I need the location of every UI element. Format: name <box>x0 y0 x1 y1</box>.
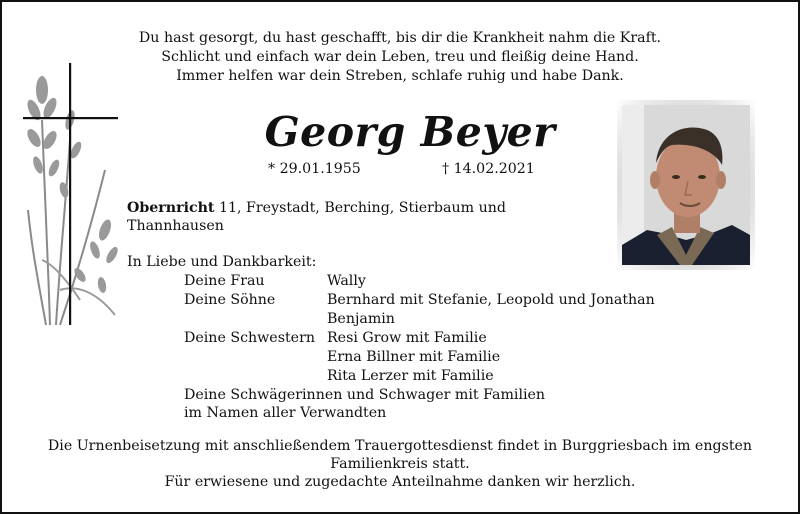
wife-label: Deine Frau <box>184 273 265 289</box>
sons-label: Deine Söhne <box>184 292 276 308</box>
poem-line: Du hast gesorgt, du hast geschafft, bis dir die Krankheit nahm die Kraft. <box>138 30 662 46</box>
sisters-label: Deine Schwestern <box>184 330 315 346</box>
portrait-photo-frame <box>617 100 755 270</box>
address-rest: 11, Freystadt, Berching, Stierbaum und Thannhausen <box>127 200 506 234</box>
poem-line: Schlicht und einfach war dein Leben, treu und fleißig deine Hand. <box>161 49 639 65</box>
address-place: Obernricht <box>127 200 215 216</box>
poem-line: Immer helfen war dein Streben, schlafe ruhig und habe Dank. <box>176 68 624 84</box>
mourners-intro: In Liebe und Dankbarkeit: <box>127 254 317 270</box>
sons-names-cont: Benjamin <box>327 311 395 327</box>
portrait-photo <box>622 105 750 265</box>
relatives: im Namen aller Verwandten <box>184 405 387 421</box>
deceased-name: Georg Beyer <box>264 108 556 156</box>
birth-date: * 29.01.1955 <box>268 161 361 177</box>
poem <box>0 29 800 86</box>
cross-with-grass-icon <box>20 60 130 330</box>
death-date: † 14.02.2021 <box>442 161 535 177</box>
closing-thanks: Für erwiesene und zugedachte Anteilnahme danken wir herzlich. <box>164 474 636 490</box>
wife-name: Wally <box>327 273 366 289</box>
in-laws: Deine Schwägerinnen und Schwager mit Familien <box>184 387 546 403</box>
sister-name: Erna Billner mit Familie <box>327 349 501 365</box>
sister-name: Resi Grow mit Familie <box>327 330 487 346</box>
sons-names: Bernhard mit Stefanie, Leopold und Jonathan <box>327 292 655 308</box>
funeral-info: Die Urnenbeisetzung mit anschließendem Trauergottesdienst findet in Burggriesbach im engsten <box>47 438 753 454</box>
funeral-info-cont: Familienkreis statt. <box>330 456 470 472</box>
footer-text <box>0 437 800 491</box>
sister-name: Rita Lerzer mit Familie <box>327 368 494 384</box>
address <box>127 199 507 235</box>
